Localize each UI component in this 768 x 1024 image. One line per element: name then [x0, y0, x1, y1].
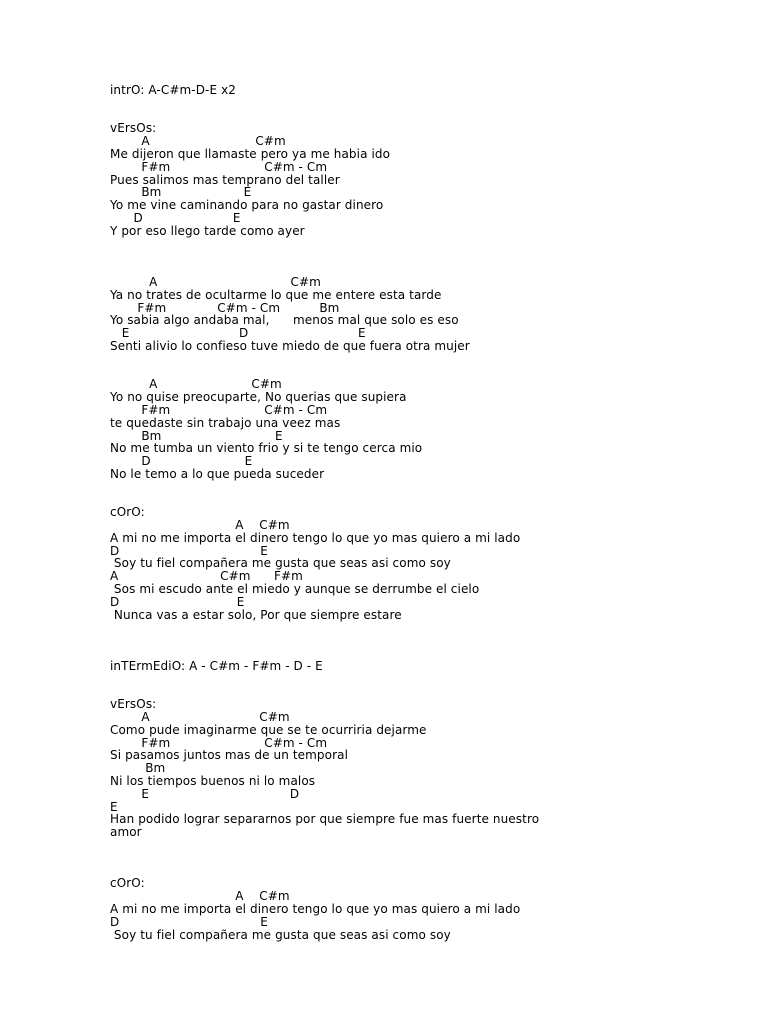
lyric-line: A mi no me importa el dinero tengo lo que yo mas quiero a mi lado: [110, 902, 521, 916]
lyric-line: cOrO:: [110, 505, 145, 520]
chord-line: A C#m: [110, 377, 282, 392]
chord-line: E: [110, 799, 118, 814]
blank-line: [110, 238, 539, 251]
blank-line: [110, 353, 539, 366]
blank-line: [110, 494, 539, 507]
lyric-line: Ya no trates de ocultarme lo que me entere esta tarde: [110, 287, 442, 302]
blank-line: [110, 865, 539, 878]
lyric-line: No me tumba un viento frio y si te tengo cerca mio: [110, 441, 423, 456]
lyric-line: inTErmEdiO: A - C#m - F#m - D - E: [110, 658, 323, 673]
lyric-line: Nunca vas a estar solo, Por que siempre estare: [110, 607, 402, 622]
chord-line: E D: [110, 786, 300, 801]
blank-line: [110, 110, 539, 123]
chord-line: D E: [110, 210, 241, 225]
lyric-line: Pues salimos mas temprano del taller: [110, 172, 340, 187]
lyrics-sheet: [110, 84, 539, 941]
lyric-line: Soy tu fiel compañera me gusta que seas asi como soy: [110, 556, 451, 571]
chord-line: A C#m: [110, 518, 290, 533]
lyric-line: Soy tu fiel compañera me gusta que seas asi como soy: [110, 927, 451, 942]
chord-line: Bm E: [110, 428, 283, 443]
blank-line: [110, 839, 539, 852]
lyric-line: cOrO:: [110, 876, 145, 891]
blank-line: [110, 97, 539, 110]
blank-line: [110, 250, 539, 263]
chord-line: A C#m: [110, 710, 290, 725]
lyric-line: te quedaste sin trabajo una veez mas: [110, 415, 341, 430]
lyric-line: Como pude imaginarme que se te ocurriria dejarme: [110, 722, 427, 737]
lyric-line: Yo me vine caminando para no gastar dinero: [110, 198, 384, 213]
chord-line: A C#m: [110, 274, 321, 289]
blank-line: [110, 685, 539, 698]
chord-line: D E: [110, 914, 268, 929]
lyric-line: vErsOs:: [110, 121, 157, 136]
lyric-line: Sos mi escudo ante el miedo y aunque se derrumbe el cielo: [110, 582, 480, 597]
lyric-line: Senti alivio lo confieso tuve miedo de que fuera otra mujer: [110, 338, 470, 353]
blank-line: [110, 481, 539, 494]
lyric-line: amor: [110, 825, 142, 840]
lyric-line: Yo no quise preocuparte, No querias que supiera: [110, 390, 407, 405]
lyric-line: Han podido lograr separarnos por que siempre fue mas fuerte nuestro: [110, 812, 540, 827]
chord-line: A C#m: [110, 134, 286, 149]
lyric-line: intrO: A-C#m-D-E x2: [110, 83, 237, 97]
chord-line: F#m C#m - Cm: [110, 159, 328, 174]
chord-line: Bm: [110, 761, 166, 776]
lyric-line: vErsOs:: [110, 697, 157, 712]
blank-line: [110, 673, 539, 686]
lyric-line: Me dijeron que llamaste pero ya me habia ido: [110, 146, 391, 161]
lyric-line: Si pasamos juntos mas de un temporal: [110, 748, 349, 763]
chord-line: F#m C#m - Cm Bm: [110, 300, 340, 315]
lyric-line: No le temo a lo que pueda suceder: [110, 466, 325, 481]
chord-line: A C#m: [110, 889, 290, 904]
lyric-line: Yo sabia algo andaba mal, menos mal que solo es eso: [110, 313, 459, 328]
lyric-line: Ni los tiempos buenos ni lo malos: [110, 774, 316, 789]
chord-line: A C#m F#m: [110, 569, 303, 584]
blank-line: [110, 634, 539, 647]
chord-line: E D E: [110, 326, 366, 341]
chord-line: F#m C#m - Cm: [110, 402, 328, 417]
chord-line: D E: [110, 594, 245, 609]
lyric-line: A mi no me importa el dinero tengo lo que yo mas quiero a mi lado: [110, 530, 521, 545]
chord-line: F#m C#m - Cm: [110, 735, 328, 750]
blank-line: [110, 852, 539, 865]
lyric-line: Y por eso llego tarde como ayer: [110, 223, 305, 238]
chord-line: D E: [110, 543, 268, 558]
blank-line: [110, 621, 539, 634]
blank-line: [110, 647, 539, 660]
chord-line: Bm E: [110, 185, 252, 200]
chord-line: D E: [110, 454, 253, 469]
